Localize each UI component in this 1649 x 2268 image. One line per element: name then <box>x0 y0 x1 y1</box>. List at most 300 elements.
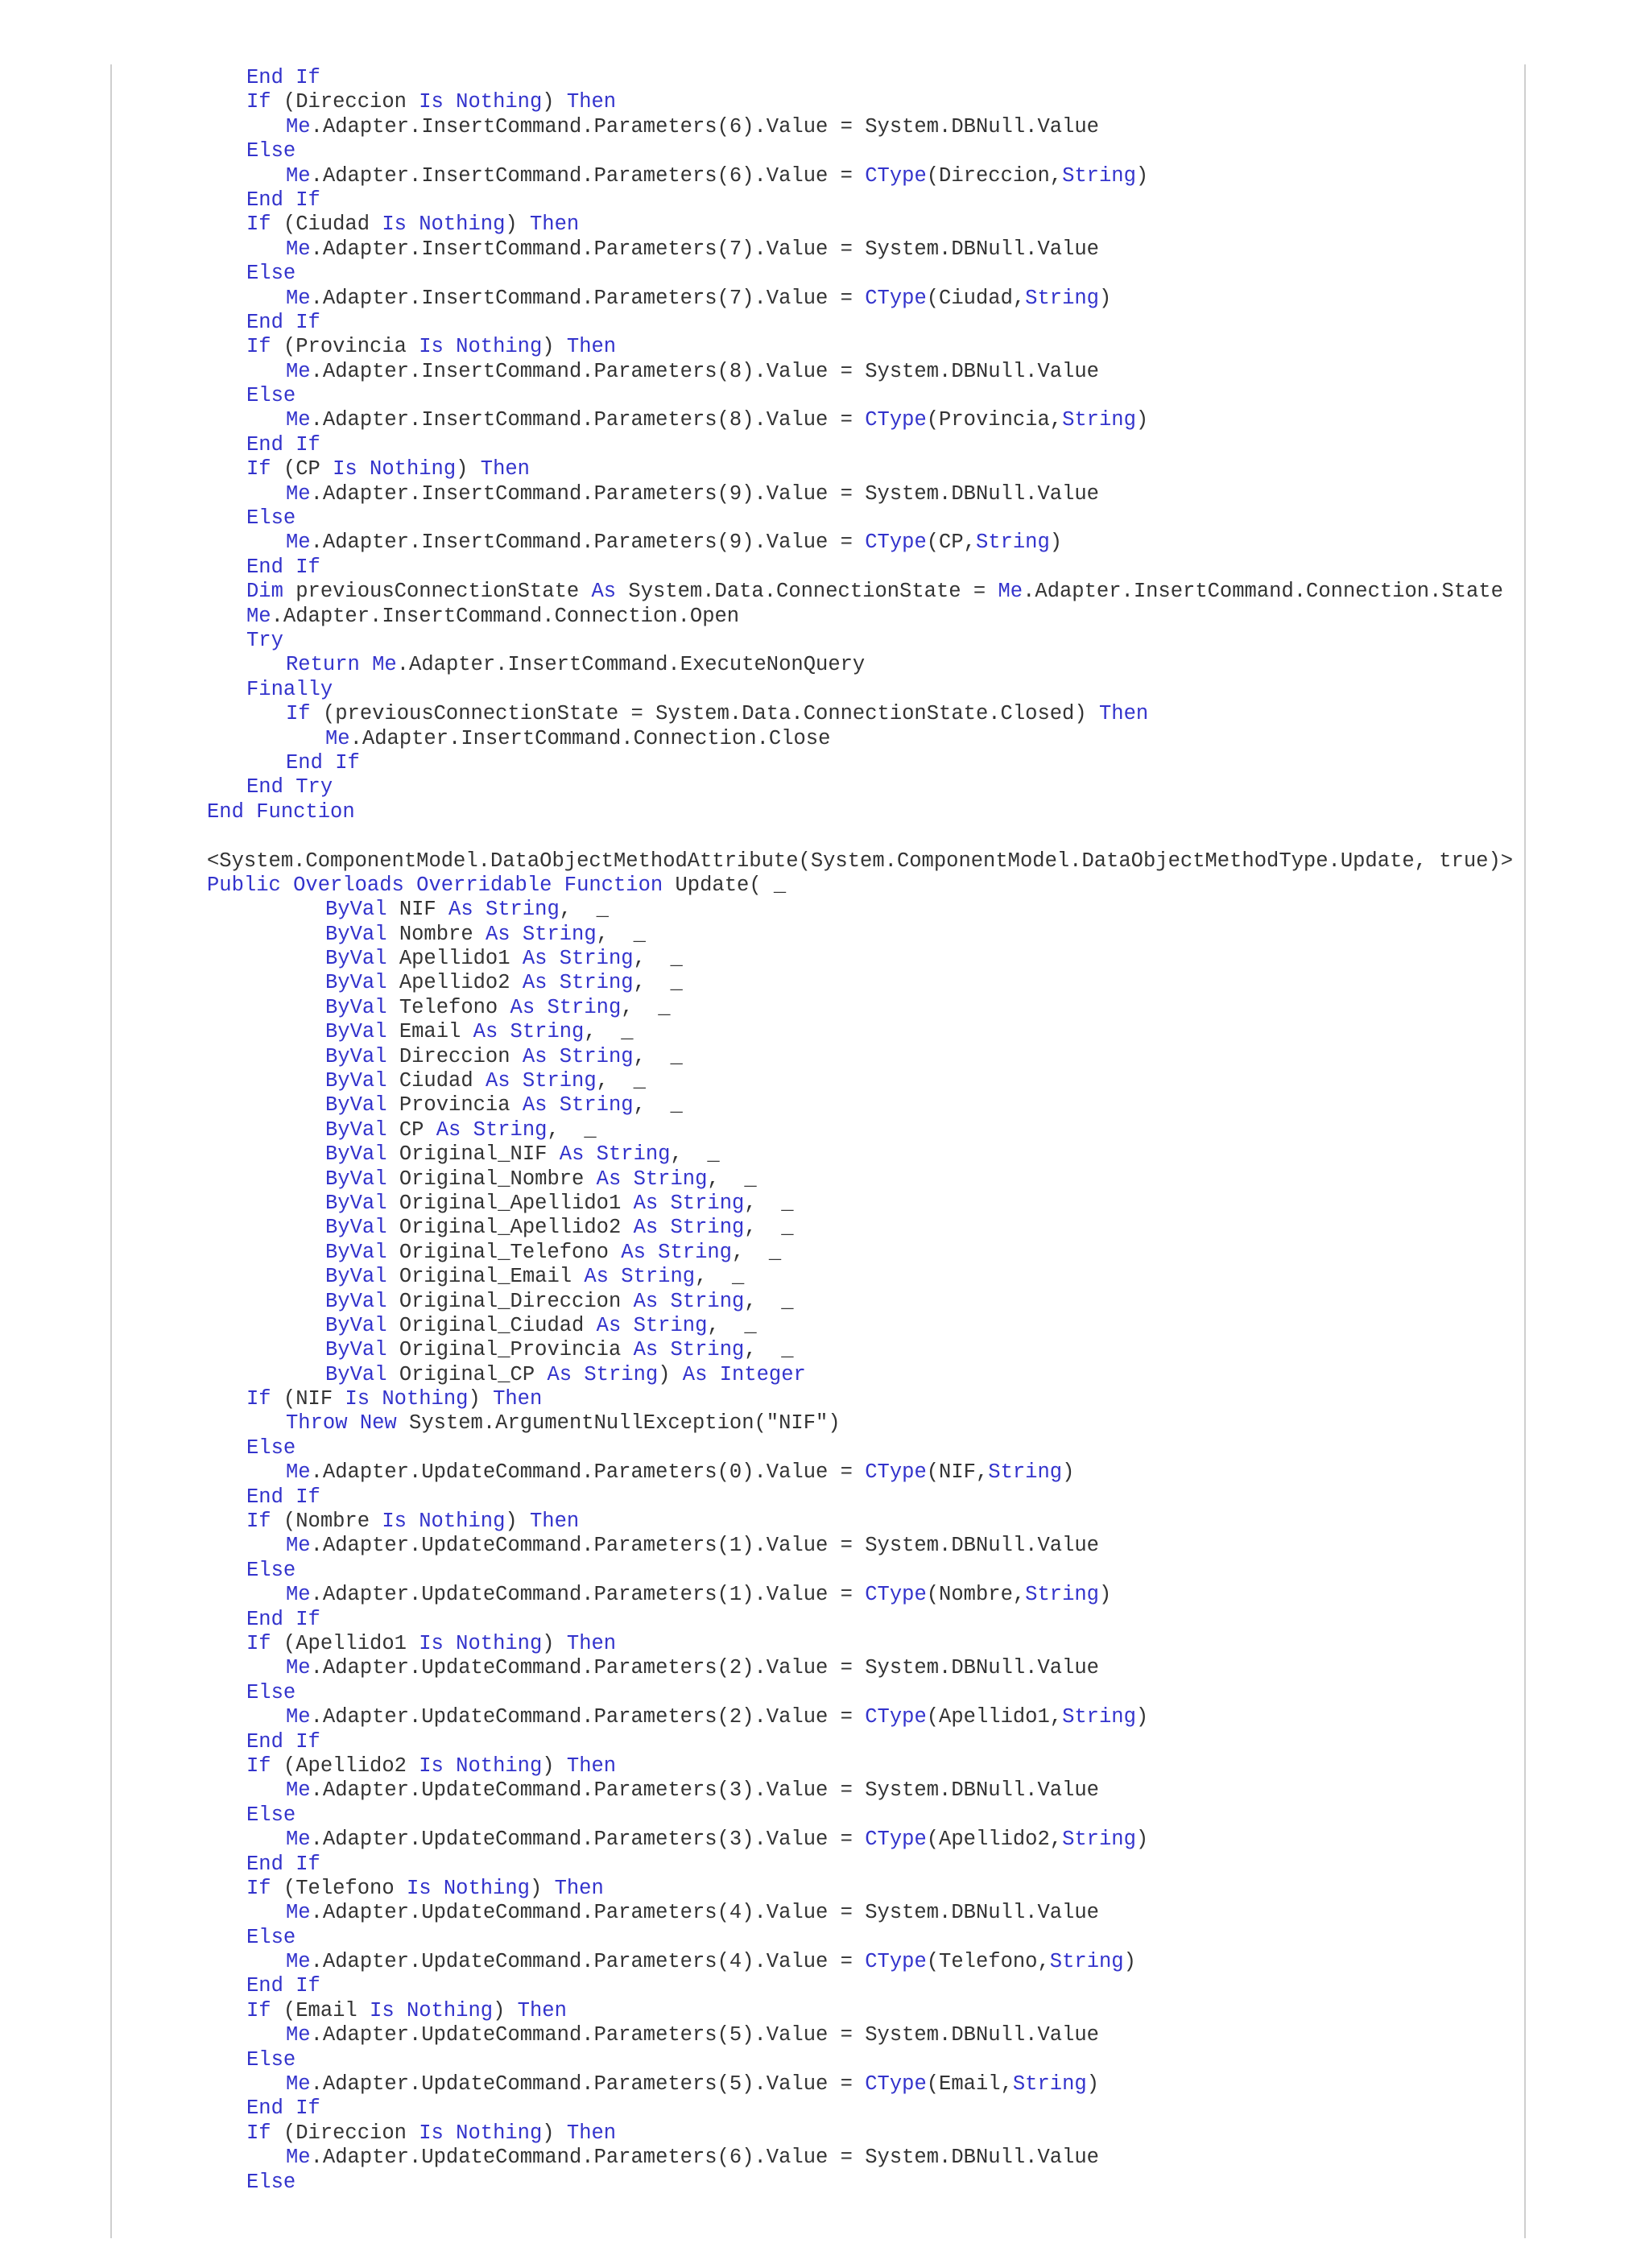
code-keyword: Then <box>554 1876 604 1900</box>
code-line <box>0 1656 1649 1680</box>
code-keyword: Else <box>246 2170 296 2194</box>
code-line <box>0 898 1649 922</box>
code-text: Email <box>386 1020 473 1044</box>
code-text: ) <box>1099 1583 1112 1607</box>
code-keyword: End If <box>246 1852 320 1876</box>
code-keyword: If <box>246 1387 271 1411</box>
code-text: .Adapter.InsertCommand.Parameters(7).Value = <box>310 286 866 310</box>
code-keyword: String <box>1049 1950 1124 1974</box>
code-keyword: CType <box>865 1705 927 1729</box>
code-keyword: Try <box>246 628 283 652</box>
code-keyword: Else <box>246 1680 296 1704</box>
code-line <box>0 1853 1649 1877</box>
code-keyword: String <box>1025 286 1099 310</box>
code-keyword: As String <box>485 1069 597 1093</box>
code-text: , _ <box>744 1216 794 1240</box>
code-text: ) <box>1049 531 1063 555</box>
code-keyword: Is Nothing <box>419 90 543 114</box>
code-keyword: If <box>246 213 271 237</box>
code-text: (Provincia <box>271 335 419 359</box>
code-text: , _ <box>633 947 683 971</box>
code-keyword: CType <box>865 531 927 555</box>
code-line <box>0 384 1649 408</box>
code-keyword: As String <box>633 1289 745 1313</box>
code-line <box>0 800 1649 824</box>
code-line <box>0 188 1649 213</box>
code-line <box>0 1460 1649 1485</box>
code-keyword: String <box>1062 408 1136 432</box>
code-text: , _ <box>633 1044 683 1068</box>
code-text: .Adapter.InsertCommand.Connection.Close <box>349 726 831 750</box>
code-text: Apellido1 <box>386 947 523 971</box>
code-text: , _ <box>584 1020 634 1044</box>
code-line <box>0 1926 1649 1950</box>
code-keyword: CType <box>865 408 927 432</box>
code-line <box>0 996 1649 1020</box>
code-keyword: End If <box>246 188 320 212</box>
code-keyword: String <box>1062 1828 1136 1852</box>
code-keyword: Then <box>566 335 617 359</box>
code-keyword: Then <box>529 1510 580 1534</box>
code-keyword: ByVal <box>325 1338 387 1362</box>
code-keyword: Else <box>246 1803 296 1827</box>
code-keyword: As String <box>621 1240 732 1264</box>
code-keyword: ByVal <box>325 971 387 995</box>
code-text: .Adapter.UpdateCommand.Parameters(1).Value = System.DBNull.Value <box>310 1534 1099 1558</box>
code-line <box>0 1142 1649 1167</box>
code-line <box>0 1583 1649 1607</box>
code-keyword: Me <box>286 1778 311 1803</box>
code-text: (Direccion <box>271 90 419 114</box>
code-keyword: Is Nothing <box>406 1876 530 1900</box>
code-keyword: If <box>246 335 271 359</box>
code-text: Original_Telefono <box>386 1240 622 1264</box>
code-line <box>0 605 1649 629</box>
code-keyword: If <box>246 1632 271 1655</box>
code-keyword: Me <box>286 1901 311 1925</box>
code-text: ) <box>1135 1828 1149 1852</box>
code-text: (Ciudad, <box>926 286 1026 310</box>
code-text: previousConnectionState <box>283 580 592 604</box>
code-line <box>0 1363 1649 1387</box>
code-keyword: Me <box>286 286 311 310</box>
code-line <box>0 874 1649 898</box>
code-text: ) <box>1123 1950 1136 1974</box>
code-text: .Adapter.InsertCommand.Parameters(8).Value = <box>310 408 866 432</box>
code-text: ) <box>542 1754 567 1778</box>
code-keyword: Then <box>566 2121 617 2145</box>
code-line <box>0 1705 1649 1729</box>
code-text: Original_Nombre <box>386 1167 597 1191</box>
code-keyword: Throw New <box>286 1411 397 1436</box>
code-keyword: Is Nothing <box>382 1510 506 1534</box>
code-line <box>0 238 1649 262</box>
code-keyword: If <box>246 1876 271 1900</box>
code-line <box>0 2072 1649 2097</box>
code-keyword: As String <box>633 1191 745 1215</box>
code-line <box>0 1093 1649 1117</box>
code-text: .Adapter.UpdateCommand.Parameters(4).Value = System.DBNull.Value <box>310 1901 1099 1925</box>
code-keyword: Me <box>286 2146 311 2170</box>
code-line <box>0 1828 1649 1852</box>
code-keyword: Then <box>480 457 530 481</box>
code-text: System.ArgumentNullException("NIF") <box>396 1411 841 1436</box>
code-line <box>0 311 1649 335</box>
code-keyword: CType <box>865 2072 927 2097</box>
code-keyword: As String <box>522 947 634 971</box>
code-line <box>0 1730 1649 1754</box>
code-keyword: Then <box>517 1998 567 2022</box>
code-keyword: String <box>988 1460 1063 1485</box>
code-line <box>0 164 1649 188</box>
code-keyword: CType <box>865 286 927 310</box>
code-text: , _ <box>744 1289 794 1313</box>
code-keyword: If <box>246 1754 271 1778</box>
code-line <box>0 287 1649 311</box>
code-keyword: Then <box>566 1754 617 1778</box>
code-keyword: String <box>1025 1583 1099 1607</box>
code-text: Original_Apellido2 <box>386 1216 634 1240</box>
code-line <box>0 1411 1649 1436</box>
code-text: Direccion <box>386 1044 523 1068</box>
code-line <box>0 1877 1649 1901</box>
code-keyword: ByVal <box>325 1020 387 1044</box>
code-text: , _ <box>559 898 609 922</box>
code-text: ) <box>658 1362 683 1386</box>
code-keyword: As String <box>584 1265 696 1289</box>
code-text: .Adapter.UpdateCommand.Parameters(3).Value = <box>310 1828 866 1852</box>
code-keyword: As <box>591 580 617 604</box>
code-text: .Adapter.UpdateCommand.Parameters(1).Value = <box>310 1583 866 1607</box>
code-keyword: Me <box>286 531 311 555</box>
code-text: ) <box>1086 2072 1100 2097</box>
code-text: , _ <box>744 1338 794 1362</box>
code-text: (Apellido1, <box>926 1705 1063 1729</box>
code-keyword: End Function <box>207 799 355 824</box>
code-keyword: As String <box>485 922 597 946</box>
code-keyword: ByVal <box>325 1362 387 1386</box>
code-text: ) <box>542 2121 567 2145</box>
code-text: (Direccion, <box>926 163 1063 188</box>
code-line <box>0 2048 1649 2072</box>
code-keyword: Else <box>246 506 296 531</box>
code-text: , _ <box>744 1191 794 1215</box>
code-line <box>0 213 1649 237</box>
code-keyword: Me <box>286 114 311 138</box>
code-text: , _ <box>596 922 646 946</box>
code-keyword: Me <box>286 1534 311 1558</box>
code-text: (Provincia, <box>926 408 1063 432</box>
code-line <box>0 1045 1649 1069</box>
code-line <box>0 702 1649 726</box>
code-keyword: CType <box>865 1828 927 1852</box>
code-line <box>0 580 1649 604</box>
code-keyword: Me <box>286 1460 311 1485</box>
code-keyword: End If <box>246 1485 320 1509</box>
code-text: ) <box>468 1387 494 1411</box>
code-text: Original_CP <box>386 1362 548 1386</box>
code-keyword: CType <box>865 1460 927 1485</box>
code-text: Telefono <box>386 995 510 1019</box>
code-line <box>0 2023 1649 2047</box>
code-keyword: ByVal <box>325 947 387 971</box>
code-keyword: ByVal <box>325 1265 387 1289</box>
code-keyword: As String <box>436 1117 548 1142</box>
code-text: .Adapter.UpdateCommand.Parameters(2).Value = <box>310 1705 866 1729</box>
code-line <box>0 1265 1649 1289</box>
code-keyword: As String <box>473 1020 585 1044</box>
code-keyword: Else <box>246 139 296 163</box>
code-text: , _ <box>670 1142 720 1167</box>
code-keyword: Me <box>286 2072 311 2097</box>
code-text: (Nombre, <box>926 1583 1026 1607</box>
code-keyword: Me <box>286 2023 311 2047</box>
code-keyword: Me <box>286 1583 311 1607</box>
code-keyword: As Integer <box>682 1362 806 1386</box>
code-keyword: ByVal <box>325 1216 387 1240</box>
code-keyword: Else <box>246 2047 296 2072</box>
code-line <box>0 335 1649 359</box>
code-keyword: Else <box>246 1558 296 1582</box>
code-keyword: ByVal <box>325 1117 387 1142</box>
code-text: Apellido2 <box>386 971 523 995</box>
code-keyword: As String <box>633 1338 745 1362</box>
code-line <box>0 2146 1649 2170</box>
code-line <box>0 1069 1649 1093</box>
code-text: .Adapter.InsertCommand.ExecuteNonQuery <box>396 653 866 677</box>
code-line <box>0 653 1649 677</box>
code-text: (previousConnectionState = System.Data.ConnectionState.Closed) <box>310 702 1099 726</box>
code-line <box>0 531 1649 555</box>
code-keyword: Then <box>493 1387 543 1411</box>
code-line <box>0 1999 1649 2023</box>
code-text: .Adapter.UpdateCommand.Parameters(5).Value = <box>310 2072 866 2097</box>
code-text: System.Data.ConnectionState = <box>616 580 998 604</box>
code-keyword: Else <box>246 1436 296 1460</box>
code-text: , _ <box>633 971 683 995</box>
code-keyword: If <box>246 90 271 114</box>
code-text: ) <box>542 1632 567 1655</box>
code-text: ) <box>1135 1705 1149 1729</box>
code-line <box>0 1608 1649 1632</box>
code-text: Original_Email <box>386 1265 585 1289</box>
code-line <box>0 139 1649 163</box>
code-line <box>0 1534 1649 1558</box>
code-line <box>0 1167 1649 1192</box>
code-keyword: Then <box>566 1632 617 1655</box>
code-keyword: Is Nothing <box>345 1387 469 1411</box>
code-keyword: End If <box>246 66 320 89</box>
code-keyword: ByVal <box>325 1044 387 1068</box>
code-keyword: ByVal <box>325 898 387 922</box>
code-keyword: If <box>246 1510 271 1534</box>
code-line <box>0 115 1649 139</box>
code-text: .Adapter.InsertCommand.Parameters(7).Value = System.DBNull.Value <box>310 237 1099 261</box>
code-line <box>0 262 1649 286</box>
code-line <box>0 2121 1649 2146</box>
code-line <box>0 1314 1649 1338</box>
code-keyword: String <box>975 531 1050 555</box>
code-text: Nombre <box>386 922 486 946</box>
code-keyword: End If <box>246 310 320 334</box>
code-line <box>0 629 1649 653</box>
code-keyword: Me <box>286 481 311 506</box>
code-keyword: If <box>286 702 311 726</box>
code-keyword: Me <box>286 408 311 432</box>
code-keyword: Me <box>286 1656 311 1680</box>
code-keyword: Else <box>246 262 296 286</box>
code-text: .Adapter.InsertCommand.Parameters(9).Value = <box>310 531 866 555</box>
code-text: .Adapter.InsertCommand.Parameters(8).Value = System.DBNull.Value <box>310 359 1099 383</box>
code-keyword: ByVal <box>325 1191 387 1215</box>
code-text: ) <box>1135 163 1149 188</box>
code-keyword: Is Nothing <box>382 213 506 237</box>
code-keyword: ByVal <box>325 1289 387 1313</box>
code-keyword: Me <box>286 163 311 188</box>
code-keyword: Public Overloads Overridable Function <box>207 873 663 897</box>
code-text: (Apellido1 <box>271 1632 419 1655</box>
code-text: .Adapter.InsertCommand.Parameters(6).Value = <box>310 163 866 188</box>
code-keyword: Finally <box>246 677 333 701</box>
code-keyword: End If <box>286 750 360 775</box>
code-text: , _ <box>732 1240 782 1264</box>
code-keyword: Me <box>286 1705 311 1729</box>
code-text: <System.ComponentModel.DataObjectMethodAttribute(System.ComponentModel.DataObjectMethodType.Update, true)> <box>207 849 1514 873</box>
code-text: Ciudad <box>386 1069 486 1093</box>
code-text: ) <box>1099 286 1112 310</box>
code-text: (Email <box>271 1998 370 2022</box>
code-text: , _ <box>707 1313 757 1337</box>
code-keyword: Is Nothing <box>370 1998 494 2022</box>
code-text: (Direccion <box>271 2121 419 2145</box>
code-line <box>0 678 1649 702</box>
code-text: NIF <box>386 898 449 922</box>
code-text: , _ <box>596 1069 646 1093</box>
code-text: Original_Provincia <box>386 1338 634 1362</box>
code-keyword: ByVal <box>325 1069 387 1093</box>
code-keyword: Else <box>246 384 296 408</box>
code-keyword: ByVal <box>325 1240 387 1264</box>
code-keyword: End If <box>246 1607 320 1631</box>
code-keyword: Is Nothing <box>419 1632 543 1655</box>
code-text: (Telefono <box>271 1876 407 1900</box>
code-text: Original_Direccion <box>386 1289 634 1313</box>
code-text: Provincia <box>386 1093 523 1117</box>
code-keyword: ByVal <box>325 995 387 1019</box>
code-line <box>0 90 1649 114</box>
code-keyword: Me <box>286 1828 311 1852</box>
code-keyword: ByVal <box>325 1093 387 1117</box>
code-keyword: ByVal <box>325 1142 387 1167</box>
code-keyword: Is Nothing <box>419 2121 543 2145</box>
code-line <box>0 66 1649 90</box>
code-text: (NIF <box>271 1387 345 1411</box>
code-keyword: ByVal <box>325 1167 387 1191</box>
code-text: ) <box>505 1510 530 1534</box>
code-listing <box>0 66 1649 2195</box>
code-line <box>0 1338 1649 1362</box>
code-text: .Adapter.UpdateCommand.Parameters(0).Value = <box>310 1460 866 1485</box>
code-line <box>0 1778 1649 1803</box>
code-line <box>0 1216 1649 1240</box>
code-text: .Adapter.UpdateCommand.Parameters(2).Value = System.DBNull.Value <box>310 1656 1099 1680</box>
code-text: (Apellido2 <box>271 1754 419 1778</box>
code-line <box>0 1485 1649 1510</box>
code-line <box>0 1192 1649 1216</box>
code-keyword: End If <box>246 1974 320 1998</box>
code-line <box>0 1241 1649 1265</box>
code-keyword: Me <box>325 726 350 750</box>
code-line <box>0 457 1649 481</box>
code-line <box>0 506 1649 531</box>
code-keyword: If <box>246 1998 271 2022</box>
code-keyword: As String <box>522 1093 634 1117</box>
code-keyword: As String <box>596 1167 708 1191</box>
code-text: (CP <box>271 457 333 481</box>
code-keyword: Is Nothing <box>419 335 543 359</box>
code-keyword: As String <box>596 1313 708 1337</box>
code-keyword: Then <box>1098 702 1149 726</box>
code-text: (Email, <box>926 2072 1013 2097</box>
code-keyword: String <box>1062 1705 1136 1729</box>
code-line <box>0 1974 1649 1998</box>
code-text: (Apellido2, <box>926 1828 1063 1852</box>
code-keyword: End If <box>246 1729 320 1754</box>
code-keyword: End If <box>246 555 320 579</box>
code-line <box>0 1803 1649 1828</box>
code-line <box>0 923 1649 947</box>
code-keyword: Is Nothing <box>333 457 457 481</box>
code-keyword: Me <box>286 359 311 383</box>
code-text: Original_Ciudad <box>386 1313 597 1337</box>
code-text: , _ <box>547 1117 597 1142</box>
code-line <box>0 849 1649 874</box>
code-text: .Adapter.UpdateCommand.Parameters(4).Value = <box>310 1950 866 1974</box>
code-text: Original_Apellido1 <box>386 1191 634 1215</box>
code-keyword: As String <box>510 995 622 1019</box>
code-text: (Nombre <box>271 1510 382 1534</box>
code-keyword: Me <box>246 604 271 628</box>
code-text: ) <box>456 457 481 481</box>
code-line <box>0 433 1649 457</box>
code-keyword: Then <box>566 90 617 114</box>
code-keyword: CType <box>865 1950 927 1974</box>
code-line <box>0 482 1649 506</box>
code-keyword: As String <box>559 1142 671 1167</box>
code-keyword: CType <box>865 1583 927 1607</box>
code-keyword: As String <box>547 1362 659 1386</box>
code-text: , _ <box>633 1093 683 1117</box>
code-text: .Adapter.InsertCommand.Connection.Open <box>271 604 740 628</box>
code-keyword: If <box>246 457 271 481</box>
code-text: ) <box>1135 408 1149 432</box>
code-line <box>0 556 1649 580</box>
code-keyword: Then <box>529 213 580 237</box>
code-line <box>0 1559 1649 1583</box>
code-keyword: As String <box>522 1044 634 1068</box>
code-line <box>0 971 1649 995</box>
code-line <box>0 1436 1649 1460</box>
code-keyword: String <box>1012 2072 1087 2097</box>
code-text: ) <box>529 1876 555 1900</box>
code-line <box>0 1290 1649 1314</box>
code-keyword: End If <box>246 432 320 456</box>
code-keyword: End If <box>246 2097 320 2121</box>
code-text: (CP, <box>926 531 976 555</box>
code-text: ) <box>493 1998 518 2022</box>
code-line <box>0 1387 1649 1411</box>
code-line <box>0 1020 1649 1044</box>
